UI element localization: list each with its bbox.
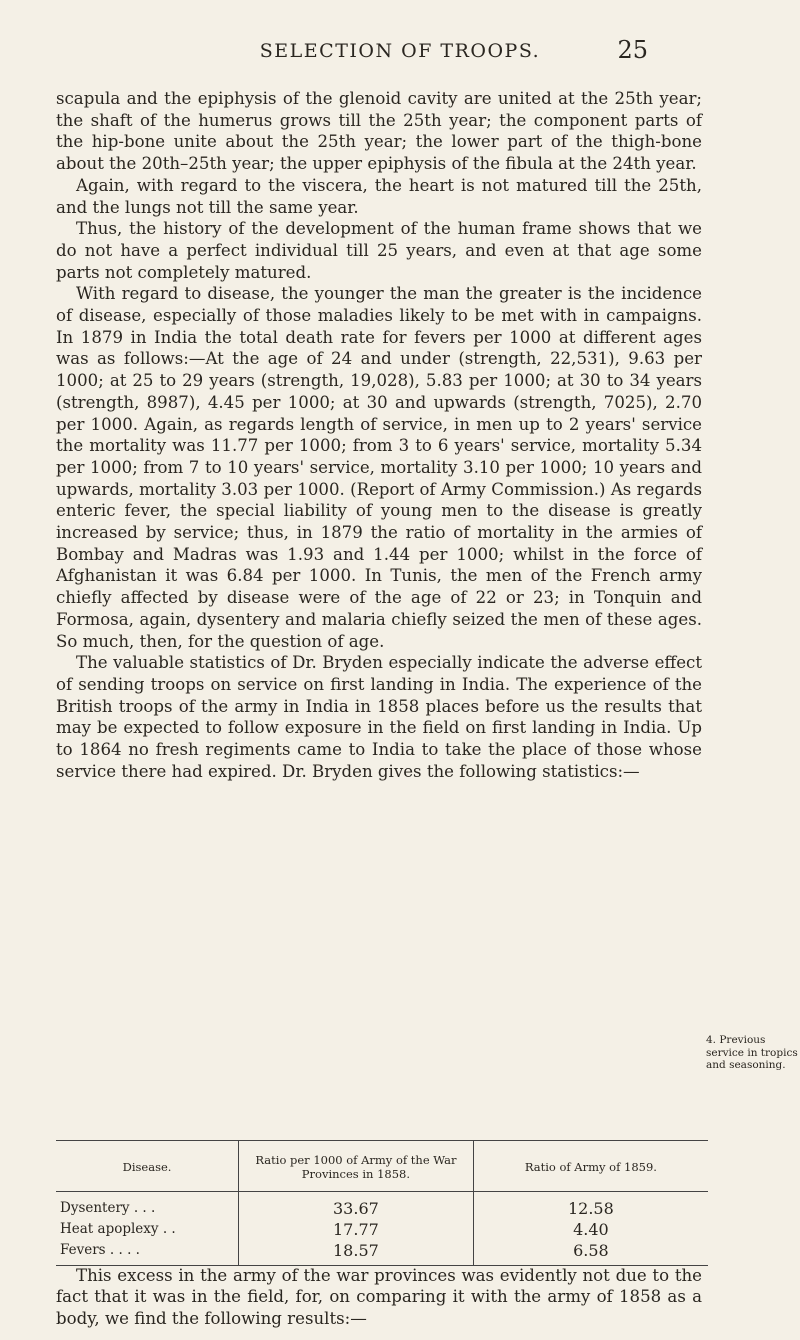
table-row — [56, 1192, 708, 1220]
cell-war-1858: 17.77 — [239, 1219, 474, 1240]
table-row — [56, 1219, 708, 1240]
running-head — [0, 36, 800, 70]
cell-disease: Fevers . . . . — [56, 1240, 239, 1266]
page-number: 25 — [617, 36, 648, 64]
paragraph: Thus, the history of the development of the human frame shows that we do not have a perfect individual till 25 years, and even at that age some parts not completely matured. — [56, 219, 702, 282]
cell-army-1859: 6.58 — [473, 1240, 708, 1266]
cell-war-1858: 18.57 — [239, 1240, 474, 1266]
cell-army-1859: 4.40 — [473, 1219, 708, 1240]
paragraph: scapula and the epiphysis of the glenoid cavity are united at the 25th year; the shaft of the humerus grows till the 25th year; the component parts of the hip-bone unite about the 25th year; the lower part of the thigh-bone about the 20th–25th year; the upper epiphysis of the fibula at the 24th year. — [56, 89, 702, 174]
paragraph: Again, with regard to the viscera, the heart is not matured till the 25th, and the lungs not till the same year. — [56, 175, 702, 217]
closing-paragraph: This excess in the army of the war provinces was evidently not due to the fact that it was in the field, for, on comparing it with the army of 1858 as a body, we find the following results:— — [56, 1265, 702, 1328]
column-header-disease: Disease. — [56, 1141, 239, 1192]
paragraph: With regard to disease, the younger the man the greater is the incidence of disease, especially of those maladies likely to be met with in campaigns. In 1879 in India the total death rate for fevers per 1000 at different ages was as follows:—At the age of 24 and under (strength, 22,531), 9.63 per 1000; at 25 to 29 years (strength, 19,028), 5.83 per 1000; at 30 to 34 years (strength, 8987), 4.45 per 1000; at 30 and upwards (strength, 7025), 2.70 per 1000. Again, as regards length of service, in men up to 2 years' service the mortality was 11.77 per 1000; from 3 to 6 years' service, mortality 5.34 per 1000; from 7 to 10 years' service, mortality 3.10 per 1000; 10 years and upwards, mortality 3.03 per 1000. (Report of Army Commission.) As regards enteric fever, the special liability of young men to the disease is greatly increased by service; thus, in 1879 the ratio of mortality in the armies of Bombay and Madras was 1.93 and 1.44 per 1000; whilst in the force of Afghanistan it was 6.84 per 1000. In Tunis, the men of the French army chiefly affected by disease were of the age of 22 or 23; in Tonquin and Formosa, again, dysentery and malaria chiefly seized the men of these ages. So much, then, for the question of age. — [56, 284, 702, 651]
statistics-table — [56, 1140, 708, 1266]
running-title: SELECTION OF TROOPS. — [259, 40, 541, 62]
margin-note: 4. Previous service in tropics and seasoning. — [706, 1034, 798, 1071]
table-row — [56, 1240, 708, 1266]
cell-disease: Dysentery . . . — [60, 1200, 156, 1216]
cell-army-1859: 12.58 — [473, 1192, 708, 1220]
body-text — [56, 88, 702, 783]
table-header-row — [56, 1141, 708, 1192]
column-header-war-1858: Ratio per 1000 of Army of the War Provinces in 1858. — [239, 1141, 474, 1192]
cell-war-1858: 33.67 — [239, 1192, 474, 1220]
cell-disease: Heat apoplexy . . — [60, 1221, 176, 1237]
paragraph: The valuable statistics of Dr. Bryden especially indicate the adverse effect of sending troops on service on first landing in India. The experience of the British troops of the army in India in 1858 places before us the results that may be expected to follow exposure in the field on first landing in India. Up to 1864 no fresh regiments came to India to take the place of those whose service there had expired. Dr. Bryden gives the following statistics:— — [56, 653, 702, 781]
column-header-army-1859: Ratio of Army of 1859. — [473, 1141, 708, 1192]
